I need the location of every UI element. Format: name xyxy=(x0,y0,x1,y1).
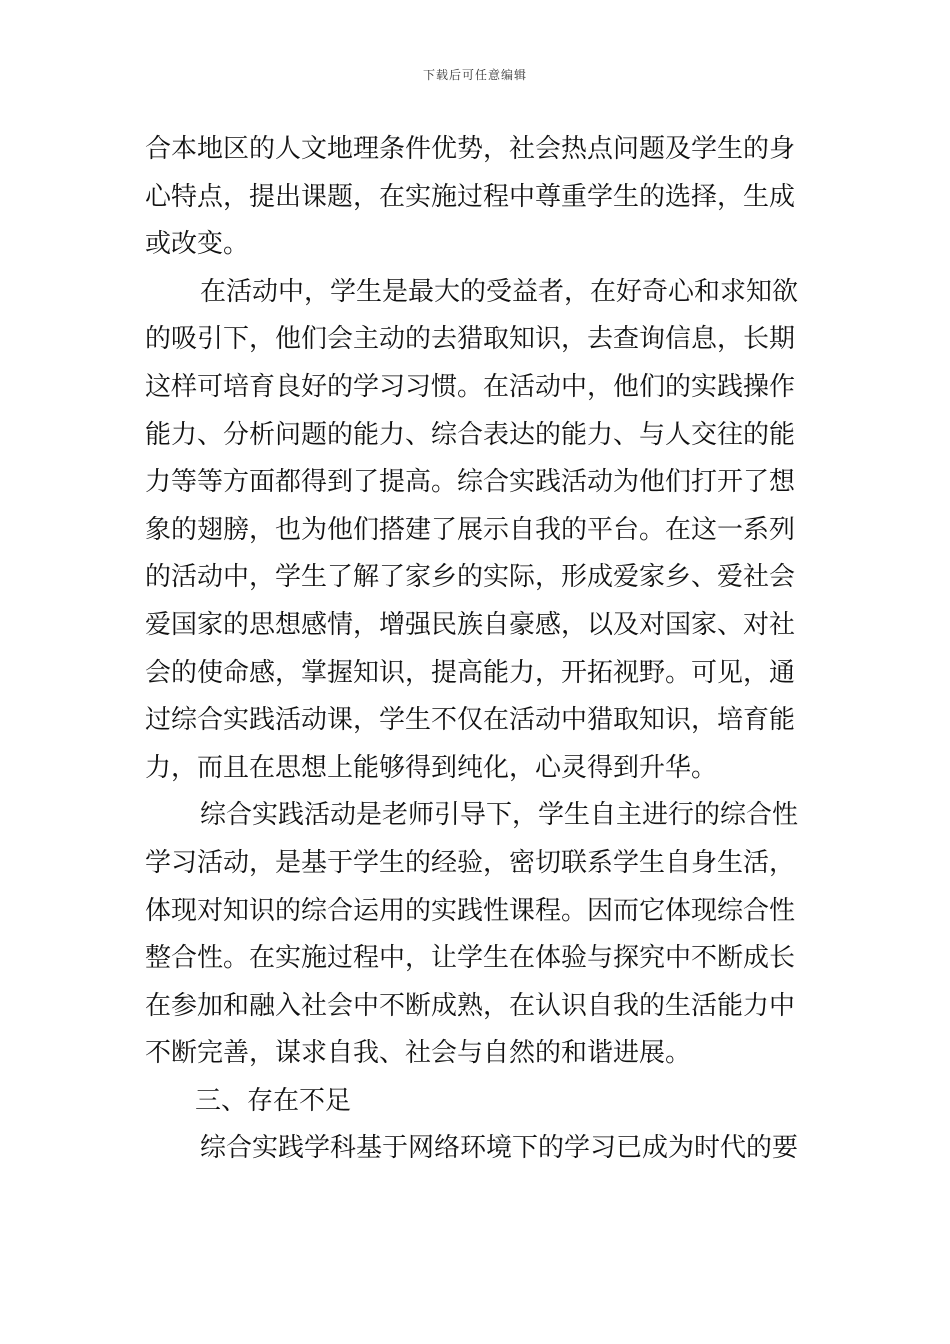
text-line: 力，而且在思想上能够得到纯化，心灵得到升华。 xyxy=(145,752,718,783)
text-line: 象的翅膀，也为他们搭建了展示自我的平台。在这一系列 xyxy=(145,514,796,545)
text-line: 的活动中，学生了解了家乡的实际，形成爱家乡、爱社会 xyxy=(145,562,796,593)
text-line: 在参加和融入社会中不断成熟，在认识自我的生活能力中 xyxy=(145,990,796,1021)
text-line: 爱国家的思想感情，增强民族自豪感，以及对国家、对社 xyxy=(145,609,796,640)
text-line: 过综合实践活动课，学生不仅在活动中猎取知识，培育能 xyxy=(145,705,796,736)
text-line: 不断完善，谋求自我、社会与自然的和谐进展。 xyxy=(145,1038,692,1069)
text-line: 学习活动，是基于学生的经验，密切联系学生自身生活， xyxy=(145,847,796,878)
text-line: 力等等方面都得到了提高。综合实践活动为他们打开了想 xyxy=(145,467,796,498)
page-header-note: 下载后可任意编辑 xyxy=(422,68,527,82)
text-line: 会的使命感，掌握知识，提高能力，开拓视野。可见，通 xyxy=(145,657,796,688)
text-line: 这样可培育良好的学习习惯。在活动中，他们的实践操作 xyxy=(145,371,796,402)
text-line: 合本地区的人文地理条件优势，社会热点问题及学生的身 xyxy=(145,134,796,164)
text-line: 或改变。 xyxy=(145,229,250,260)
paragraph-first-line: 在活动中，学生是最大的受益者，在好奇心和求知欲 xyxy=(200,276,799,307)
body-text xyxy=(145,126,809,1173)
text-line: 能力、分析问题的能力、综合表达的能力、与人交往的能 xyxy=(145,419,796,450)
paragraph-first-line: 综合实践学科基于网络环境下的学习已成为时代的要 xyxy=(200,1133,799,1164)
text-line: 心特点，提出课题，在实施过程中尊重学生的选择，生成 xyxy=(145,181,796,212)
text-line: 体现对知识的综合运用的实践性课程。因而它体现综合性 xyxy=(145,895,796,926)
text-line: 的吸引下，他们会主动的去猎取知识，去查询信息，长期 xyxy=(145,324,796,355)
paragraph-first-line: 综合实践活动是老师引导下，学生自主进行的综合性 xyxy=(200,800,799,831)
text-line: 整合性。在实施过程中，让学生在体验与探究中不断成长 xyxy=(145,943,796,974)
section-heading: 三、存在不足 xyxy=(195,1085,352,1116)
